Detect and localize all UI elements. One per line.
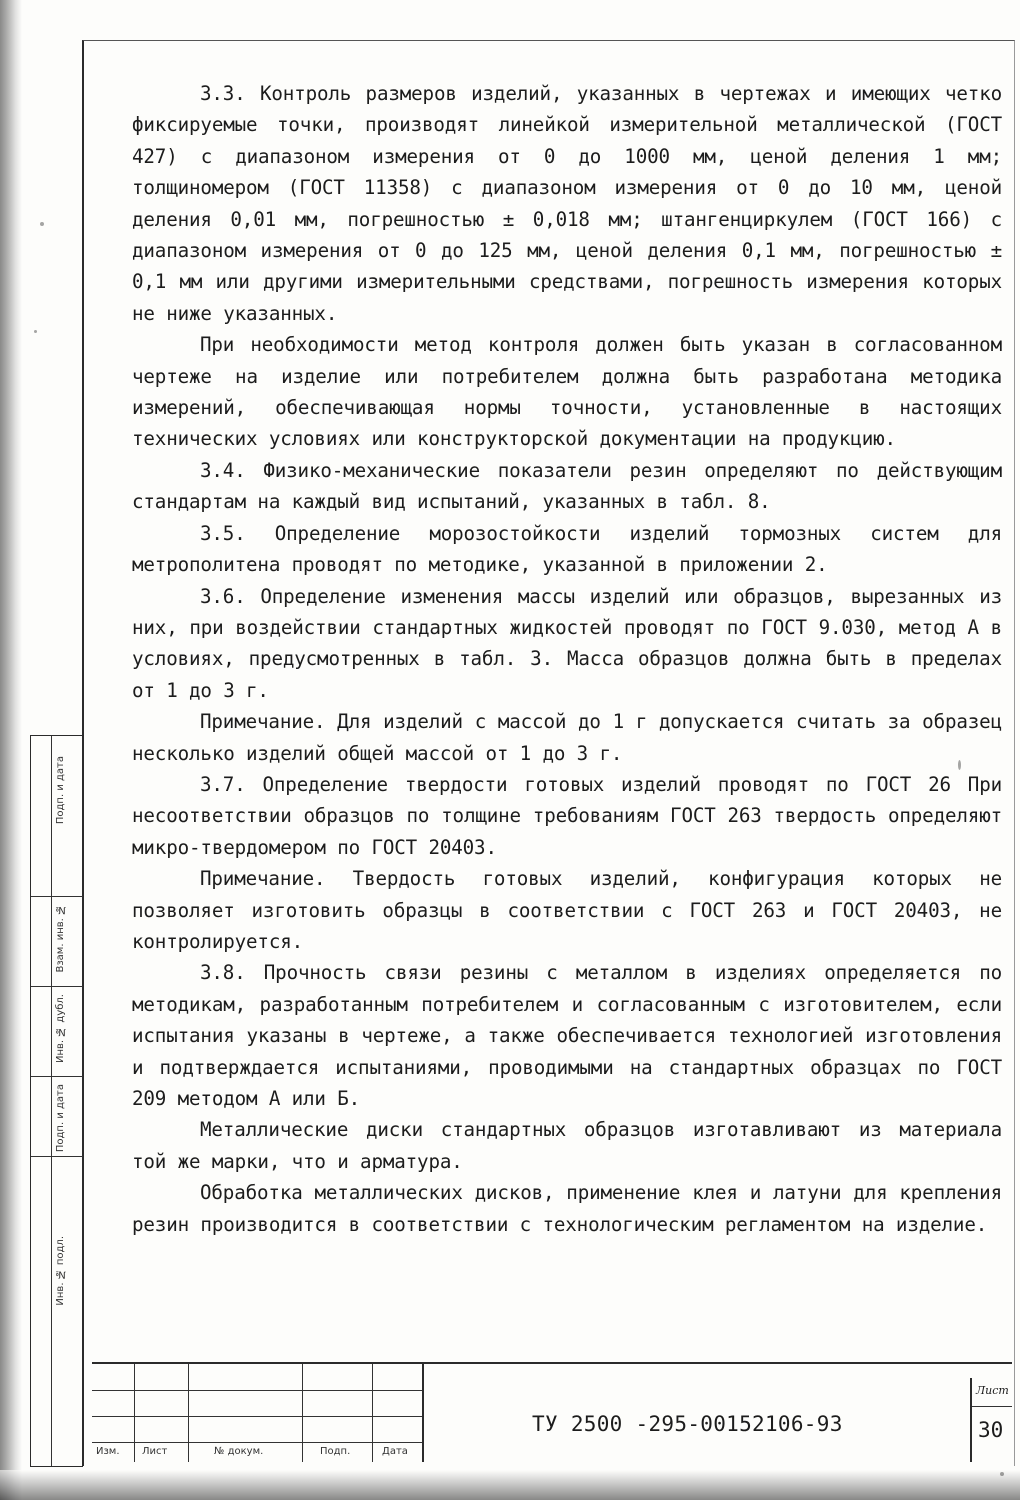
paragraph: Обработка металлических дисков, применение клея и латуни для крепления резин производится в соответствии с технологическим регламентом на изделие.: [132, 1181, 1002, 1236]
sheet-divider: [972, 1406, 1012, 1407]
side-stamp-value-column: [31, 736, 52, 1466]
document-body: [132, 78, 1002, 1240]
side-stamp-cell-label: Взам. инв. №: [55, 904, 66, 973]
scan-edge-left: [0, 0, 22, 1500]
document-code: ТУ 2500 -295-00152106-93: [532, 1412, 843, 1436]
side-stamp-cell-label: Подп. и дата: [55, 1084, 66, 1153]
side-stamp-cell-label: Инв. № подл.: [55, 1236, 66, 1306]
paragraph-note: Примечание. Для изделий с массой до 1 г допускается считать за образец несколько изделий общей массой от 1 до 3 г.: [132, 710, 1002, 765]
scan-speck: [34, 330, 37, 333]
side-stamp-divider: [31, 1076, 83, 1077]
grid-line: [372, 1364, 373, 1462]
side-stamp: [30, 735, 83, 1467]
title-block: [92, 1362, 1012, 1462]
sheet-number: 30: [978, 1418, 1004, 1442]
side-stamp-divider: [31, 896, 83, 897]
paragraph: 3.3. Контроль размеров изделий, указанных в чертежах и имеющих четко фиксируемые точки, производят линейкой измерительной металлической (ГОСТ 427) с диапазоном измерения от 0 до 1000 мм, ценой деления 1 мм; толщиномером (ГОСТ 11358) с диапазоном измерения от 0 до 10 мм, ценой деления 0,01 мм, погрешностью ± 0,018 мм; штангенциркулем (ГОСТ 166) с диапазоном измерения от 0 до 125 мм, ценой деления 0,1 мм, погрешностью ± 0,1 мм или другими измерительными средствами, погрешность измерения которых не ниже указанных.: [132, 82, 1002, 325]
column-caption: Подп.: [320, 1446, 351, 1457]
grid-line: [134, 1364, 135, 1462]
side-stamp-cell-label: Инв. № дубл.: [55, 994, 66, 1064]
column-caption: № докум.: [214, 1446, 264, 1457]
side-stamp-divider: [31, 1156, 83, 1157]
paragraph: 3.4. Физико-механические показатели резин определяют по действующим стандартам на каждый вид испытаний, указанных в табл. 8.: [132, 458, 1002, 514]
scan-speck: [1000, 1472, 1004, 1476]
paragraph: 3.8. Прочность связи резины с металлом в изделиях определяется по методикам, разработанным потребителем и согласованным с изготовителем, если испытания указаны в чертеже, а также обеспечивается технологией изготовления и подтверждается испытаниями, проводимыми на стандартных образцах по ГОСТ 209 методом А или Б.: [132, 961, 1002, 1110]
paragraph: 3.7. Определение твердости готовых изделий проводят по ГОСТ 26 При несоответствии образцов по толщине требованиям ГОСТ 263 твердость определяют микро-твердомером по ГОСТ 20403.: [132, 772, 1002, 859]
revision-grid: [92, 1364, 424, 1462]
scan-edge-bottom: [0, 1470, 1020, 1500]
grid-line: [188, 1364, 189, 1462]
paragraph: 3.5. Определение морозостойкости изделий тормозных систем для метрополитена проводят по методике, указанной в приложении 2.: [132, 521, 1002, 577]
paragraph: 3.6. Определение изменения массы изделий или образцов, вырезанных из них, при воздействии стандартных жидкостей проводят по ГОСТ 9.030, метод А в условиях, предусмотренных в табл. 3. Масса образцов должна быть в пределах от 1 до 3 г.: [132, 584, 1002, 702]
paragraph: При необходимости метод контроля должен быть указан в согласованном чертеже на изделие или потребителем должна быть разработана методика измерений, обеспечивающая нормы точности, установленные в настоящих технических условиях или конструкторской документации на продукцию.: [132, 333, 1002, 451]
column-caption: Изм.: [96, 1446, 120, 1457]
grid-line: [92, 1416, 422, 1417]
scan-speck: [958, 760, 961, 770]
column-caption: Дата: [382, 1446, 408, 1457]
sheet-box: [970, 1378, 1012, 1462]
sheet-label: Лист: [976, 1384, 1009, 1397]
side-stamp-divider: [31, 986, 83, 987]
column-caption: Лист: [142, 1446, 168, 1457]
scan-speck: [40, 222, 44, 226]
paragraph: Металлические диски стандартных образцов изготавливают из материала той же марки, что и арматура.: [132, 1118, 1002, 1173]
paragraph-note: Примечание. Твердость готовых изделий, конфигурация которых не позволяет изготовить образцы в соответствии с ГОСТ 263 и ГОСТ 20403, не контролируется.: [132, 867, 1002, 953]
grid-line: [302, 1364, 303, 1462]
grid-line: [92, 1442, 422, 1443]
grid-line: [92, 1390, 422, 1391]
side-stamp-cell-label: Подп. и дата: [55, 756, 66, 825]
